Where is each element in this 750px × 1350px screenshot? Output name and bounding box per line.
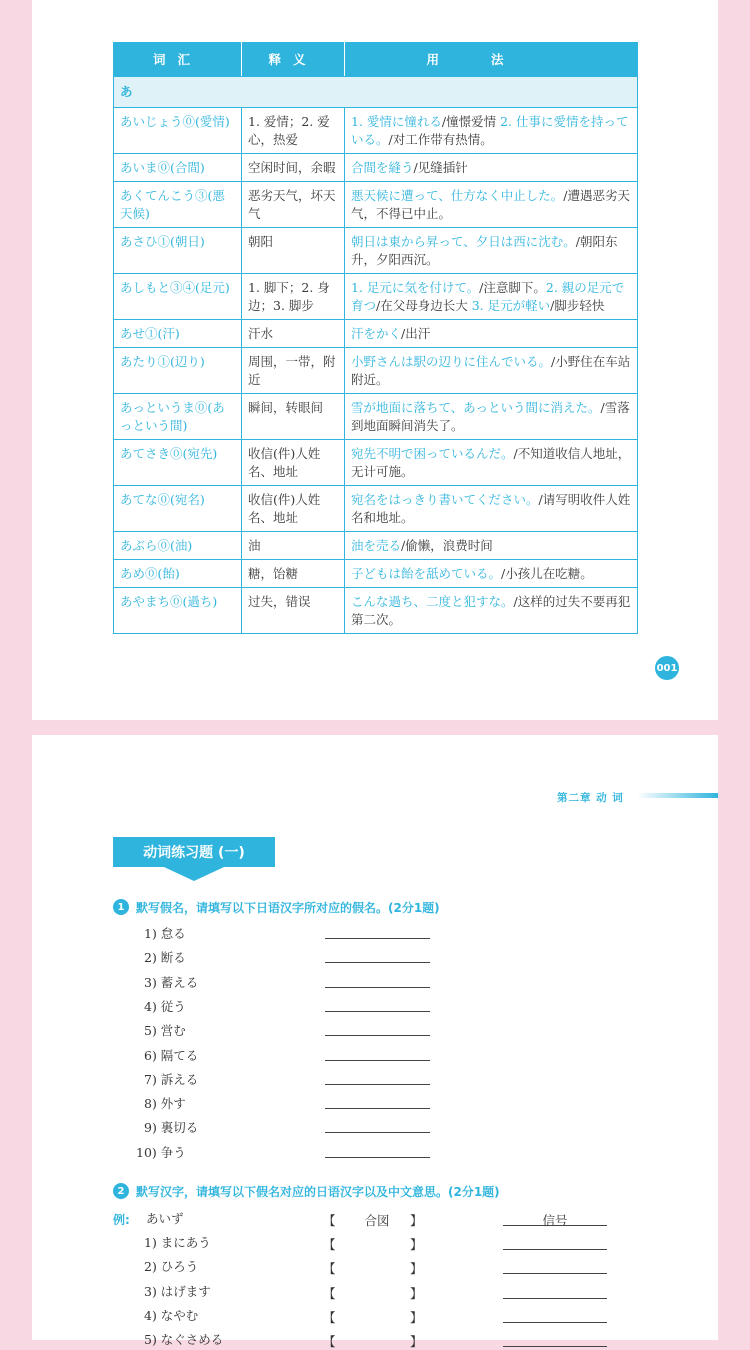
example-word: あいず <box>146 1211 184 1226</box>
question-2-prompt: 默写汉字，请填写以下假名对应的日语汉字以及中文意思。(2分1题) <box>136 1184 500 1199</box>
question-1-item: 7) 訴える <box>144 1071 199 1087</box>
table-row <box>114 560 638 588</box>
usage-cell <box>345 588 638 634</box>
question-1-heading <box>113 898 440 916</box>
usage-example: 悪天候に遭って、仕方なく中止した。 <box>351 188 564 203</box>
usage-translation: /朝阳东升，夕阳西沉。 <box>351 234 618 267</box>
meaning-cell: 油 <box>242 532 345 560</box>
kanji-answer-slot[interactable] <box>342 1233 408 1251</box>
word-cell: あたり①(辺り) <box>114 348 242 394</box>
meaning-cell: 收信(件)人姓名、地址 <box>242 440 345 486</box>
question-number-icon: 2 <box>113 1183 129 1199</box>
chapter-header-bar <box>637 793 718 798</box>
meaning-cell: 汗水 <box>242 320 345 348</box>
table-header-row <box>114 43 638 77</box>
table-row <box>114 320 638 348</box>
usage-example: 雪が地面に落ちて、あっという間に消えた。 <box>351 400 601 415</box>
usage-example: 宛名をはっきり書いてください。 <box>351 492 539 507</box>
header-usage: 用法 <box>345 43 638 77</box>
answer-blank[interactable] <box>325 1011 430 1012</box>
example-meaning-underline <box>503 1225 607 1226</box>
word-cell: あめ⓪(飴) <box>114 560 242 588</box>
word-cell: あいま⓪(合間) <box>114 154 242 182</box>
usage-cell <box>345 560 638 588</box>
bracket-open: 【 <box>323 1309 336 1325</box>
usage-translation: /雪落到地面瞬间消失了。 <box>351 400 630 433</box>
question-1-item: 2) 断る <box>144 950 186 966</box>
usage-translation: /注意脚下。 <box>479 280 546 295</box>
table-row <box>114 588 638 634</box>
usage-example: 油を売る <box>351 538 402 553</box>
vocabulary-table <box>113 42 638 634</box>
usage-example: 汗をかく <box>351 326 402 341</box>
kanji-answer-slot[interactable] <box>342 1257 408 1275</box>
example-meaning: 信号 <box>542 1213 568 1228</box>
usage-example: 2. 親の足元で育つ <box>351 280 625 313</box>
group-row <box>114 77 638 108</box>
page-number-badge: 001 <box>655 656 679 680</box>
answer-blank[interactable] <box>325 938 430 939</box>
bracket-open: 【 <box>323 1261 336 1277</box>
meaning-cell: 1. 爱情；2. 爱心，热爱 <box>242 108 345 154</box>
section-title: 动词练习题 (一) <box>113 837 275 867</box>
meaning-answer-blank[interactable] <box>503 1346 607 1347</box>
usage-example: 宛先不明で困っているんだ。 <box>351 446 514 461</box>
usage-translation: /小孩儿在吃糖。 <box>501 566 593 581</box>
word-cell: あやまち⓪(過ち) <box>114 588 242 634</box>
bracket-open: 【 <box>323 1213 336 1228</box>
usage-example: 2. 仕事に愛情を持っている。 <box>351 114 629 147</box>
answer-blank[interactable] <box>325 1157 430 1158</box>
answer-blank[interactable] <box>325 1132 430 1133</box>
question-1-item: 3) 蓄える <box>144 974 199 990</box>
bracket-open: 【 <box>323 1334 336 1350</box>
word-cell: あいじょう⓪(愛情) <box>114 108 242 154</box>
usage-example: 小野さんは駅の辺りに住んでいる。 <box>351 354 552 369</box>
question-2-item: 1) まにあう <box>144 1235 211 1250</box>
usage-translation: /出汗 <box>401 326 431 341</box>
answer-blank[interactable] <box>325 1035 430 1036</box>
meaning-cell: 糖，饴糖 <box>242 560 345 588</box>
header-meaning: 释义 <box>242 43 345 77</box>
usage-example: 3. 足元が軽い <box>471 298 551 313</box>
bracket-close: 】 <box>410 1309 423 1325</box>
usage-translation: /对工作带有热情。 <box>388 132 493 147</box>
page-upper <box>32 0 718 720</box>
table-row <box>114 532 638 560</box>
usage-cell <box>345 440 638 486</box>
question-1-item: 5) 営む <box>144 1023 186 1039</box>
usage-translation: /遭遇恶劣天气，不得已中止。 <box>351 188 630 221</box>
word-cell: あくてんこう③(悪天候) <box>114 182 242 228</box>
banner-arrow-icon <box>164 867 224 881</box>
question-number-icon: 1 <box>113 899 129 915</box>
word-cell: あぶら⓪(油) <box>114 532 242 560</box>
usage-cell <box>345 320 638 348</box>
usage-translation: /请写明收件人姓名和地址。 <box>351 492 631 525</box>
table-row <box>114 108 638 154</box>
word-cell: あてさき⓪(宛先) <box>114 440 242 486</box>
meaning-answer-blank[interactable] <box>503 1273 607 1274</box>
question-1-item: 10) 争う <box>136 1144 186 1160</box>
table-row <box>114 348 638 394</box>
usage-cell <box>345 274 638 320</box>
usage-cell <box>345 108 638 154</box>
usage-example: 合間を縫う <box>351 160 414 175</box>
meaning-answer-blank[interactable] <box>503 1249 607 1250</box>
word-cell: あせ①(汗) <box>114 320 242 348</box>
answer-blank[interactable] <box>325 1108 430 1109</box>
question-2-heading <box>113 1182 500 1200</box>
kanji-answer-slot[interactable] <box>342 1330 408 1348</box>
usage-cell <box>345 532 638 560</box>
meaning-cell: 1. 脚下；2. 身边；3. 脚步 <box>242 274 345 320</box>
bracket-open: 【 <box>323 1285 336 1301</box>
word-cell: あっというま⓪(あっという間) <box>114 394 242 440</box>
table-row <box>114 274 638 320</box>
usage-translation: /不知道收信人地址，无计可施。 <box>351 446 631 479</box>
meaning-cell: 瞬间，转眼间 <box>242 394 345 440</box>
usage-translation: /小野住在车站附近。 <box>351 354 631 387</box>
bracket-close: 】 <box>410 1261 423 1277</box>
question-1-item: 9) 裏切る <box>144 1120 199 1136</box>
usage-translation: /偷懒，浪费时间 <box>401 538 493 553</box>
bracket-close: 】 <box>410 1237 423 1252</box>
meaning-answer-blank[interactable] <box>503 1298 607 1299</box>
usage-cell <box>345 348 638 394</box>
table-row <box>114 394 638 440</box>
usage-example: 1. 足元に気を付けて。 <box>351 280 480 295</box>
question-1-item: 1) 怠る <box>144 926 186 941</box>
question-1-item: 8) 外す <box>144 1096 186 1112</box>
answer-blank[interactable] <box>325 1060 430 1061</box>
usage-translation: /在父母身边长大 <box>376 298 468 313</box>
bracket-close: 】 <box>410 1285 423 1301</box>
usage-example: こんな過ち、二度と犯すな。 <box>351 594 514 609</box>
chapter-header: 第二章 动 词 <box>557 792 624 804</box>
usage-example: 子どもは飴を舐めている。 <box>351 566 502 581</box>
meaning-cell: 空闲时间，余暇 <box>242 154 345 182</box>
usage-translation: /憧憬爱情 <box>441 114 497 129</box>
table-row <box>114 440 638 486</box>
usage-cell <box>345 228 638 274</box>
question-2-item: 2) ひろう <box>144 1259 199 1275</box>
bracket-close: 】 <box>410 1334 423 1350</box>
answer-blank[interactable] <box>325 1084 430 1085</box>
usage-cell <box>345 154 638 182</box>
bracket-open: 【 <box>323 1237 336 1252</box>
kanji-answer-slot[interactable] <box>342 1306 408 1324</box>
meaning-cell: 恶劣天气，坏天气 <box>242 182 345 228</box>
table-row <box>114 486 638 532</box>
table-row <box>114 182 638 228</box>
question-1-prompt: 默写假名，请填写以下日语汉字所对应的假名。(2分1题) <box>136 900 440 915</box>
header-vocab: 词汇 <box>114 43 242 77</box>
meaning-cell: 周围，一带，附近 <box>242 348 345 394</box>
usage-cell <box>345 394 638 440</box>
question-1-item: 6) 隔てる <box>144 1047 199 1063</box>
word-cell: あしもと③④(足元) <box>114 274 242 320</box>
table-row <box>114 228 638 274</box>
usage-translation: /脚步轻快 <box>550 298 605 313</box>
meaning-answer-blank[interactable] <box>503 1322 607 1323</box>
group-label: あ <box>114 77 638 108</box>
question-2-item: 4) なやむ <box>144 1307 199 1323</box>
bracket-close: 】 <box>410 1213 423 1228</box>
meaning-cell: 收信(件)人姓名、地址 <box>242 486 345 532</box>
page-lower <box>32 735 718 1350</box>
usage-translation: /见缝插针 <box>413 160 468 175</box>
usage-cell <box>345 486 638 532</box>
answer-blank[interactable] <box>325 987 430 988</box>
usage-example: 1. 愛情に憧れる <box>351 114 442 129</box>
question-2-item: 3) はげます <box>144 1283 211 1299</box>
kanji-answer-slot[interactable] <box>342 1282 408 1300</box>
meaning-cell: 朝阳 <box>242 228 345 274</box>
usage-cell <box>345 182 638 228</box>
word-cell: あてな⓪(宛名) <box>114 486 242 532</box>
example-label: 例: <box>113 1213 130 1227</box>
usage-translation: /这样的过失不要再犯第二次。 <box>351 594 631 627</box>
question-1-item: 4) 従う <box>144 998 186 1014</box>
usage-example: 朝日は東から昇って、夕日は西に沈む。 <box>351 234 576 249</box>
question-2-item: 5) なぐさめる <box>144 1332 224 1348</box>
meaning-cell: 过失，错误 <box>242 588 345 634</box>
answer-blank[interactable] <box>325 962 430 963</box>
word-cell: あさひ①(朝日) <box>114 228 242 274</box>
table-row <box>114 154 638 182</box>
example-kanji: 合図 <box>364 1213 390 1228</box>
